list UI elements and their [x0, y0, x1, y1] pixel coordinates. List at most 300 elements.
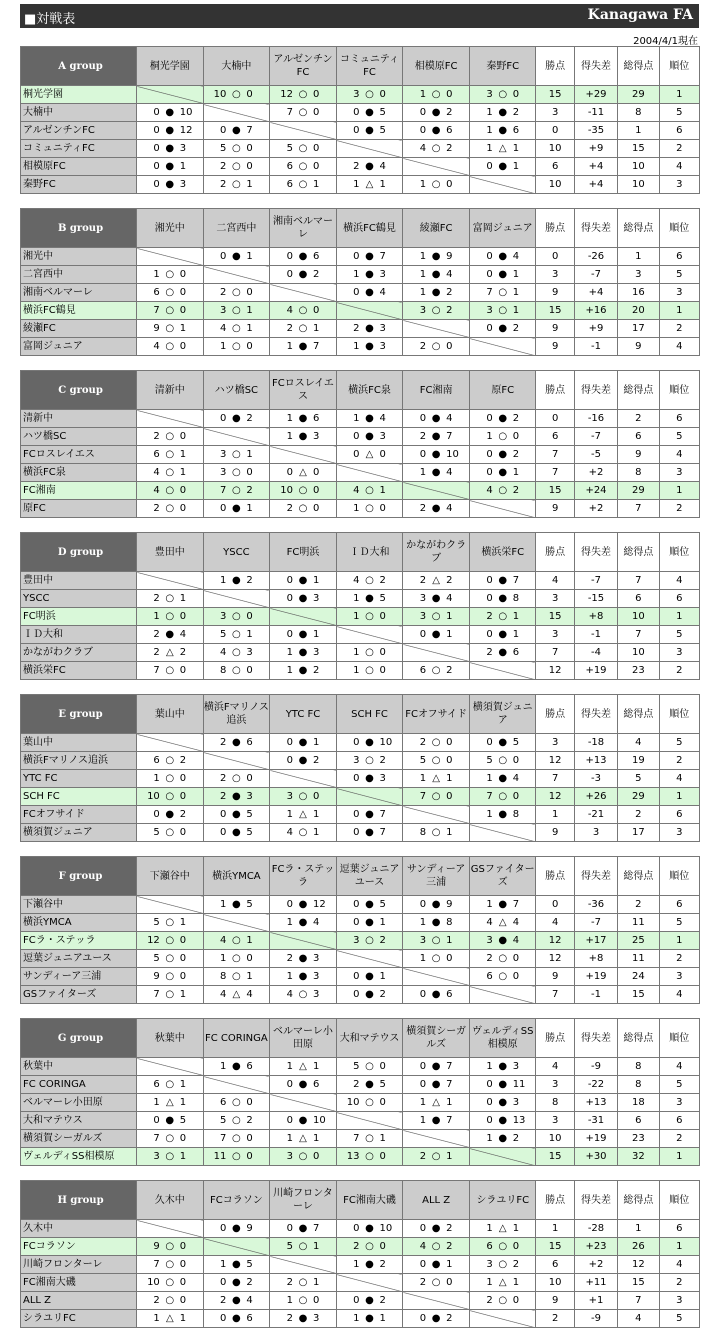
match-result — [270, 1112, 337, 1130]
score-value: 0 — [179, 773, 187, 784]
stat-header: 順位 — [659, 695, 699, 734]
score-value: 2 — [246, 485, 253, 496]
result-mark: ● — [365, 971, 374, 982]
match-result — [403, 950, 470, 968]
match-result — [203, 1148, 270, 1166]
stat-value: 6 — [659, 248, 699, 266]
match-result — [403, 1076, 470, 1094]
score-value: 11 — [213, 1151, 227, 1162]
result-mark: ○ — [431, 665, 441, 676]
result-mark: ○ — [165, 269, 175, 280]
score-value: 3 — [512, 1061, 520, 1072]
score-value: 0 — [419, 899, 427, 910]
match-result — [270, 500, 337, 518]
stat-value: 15 — [536, 86, 574, 104]
self-cell-diagonal — [336, 140, 403, 158]
self-cell-diagonal — [137, 410, 204, 428]
stat-value: -1 — [574, 626, 617, 644]
result-mark: ● — [431, 431, 441, 442]
row-team-name: FC明浜 — [21, 608, 137, 626]
stat-value: 8 — [618, 464, 659, 482]
score-value: 2 — [286, 1313, 293, 1324]
row-team-name: ベルマーレ小田原 — [21, 1094, 137, 1112]
team-row — [21, 1112, 700, 1130]
match-result — [270, 1238, 337, 1256]
self-cell-diagonal — [203, 1076, 270, 1094]
team-row — [21, 86, 700, 104]
score-value: 4 — [312, 917, 320, 928]
stat-value: 3 — [536, 590, 574, 608]
stat-value: 6 — [536, 158, 574, 176]
score-value: 1 — [512, 305, 520, 316]
result-mark: ● — [165, 143, 175, 154]
score-value: 5 — [246, 899, 253, 910]
match-result — [469, 1238, 536, 1256]
self-cell-diagonal — [203, 1238, 270, 1256]
column-team-header: ハツ橋SC — [203, 371, 270, 410]
score-value: 0 — [246, 89, 253, 100]
result-mark: ○ — [165, 755, 175, 766]
score-value: 0 — [419, 107, 427, 118]
match-result — [403, 626, 470, 644]
score-value: 1 — [446, 773, 453, 784]
result-mark: ○ — [165, 341, 175, 352]
result-mark: ○ — [232, 1133, 241, 1144]
score-value: 0 — [286, 755, 293, 766]
score-value: 0 — [179, 485, 187, 496]
score-value: 0 — [220, 125, 227, 136]
stat-value: 5 — [659, 914, 699, 932]
score-value: 1 — [486, 143, 493, 154]
score-value: 3 — [220, 305, 227, 316]
score-value: 2 — [220, 737, 227, 748]
match-result — [469, 1112, 536, 1130]
stat-value: 12 — [618, 1256, 659, 1274]
row-team-name: YSCC — [21, 590, 137, 608]
score-value: 0 — [379, 611, 386, 622]
self-cell-diagonal — [270, 608, 337, 626]
score-value: 1 — [312, 1241, 320, 1252]
score-value: 1 — [353, 179, 360, 190]
match-result — [137, 104, 204, 122]
stat-value: 10 — [618, 644, 659, 662]
result-mark: ○ — [232, 485, 241, 496]
match-result — [403, 1256, 470, 1274]
match-result — [336, 1094, 403, 1112]
result-mark: ● — [431, 1115, 441, 1126]
row-team-name: 湘南ベルマーレ — [21, 284, 137, 302]
result-mark: ● — [232, 1223, 241, 1234]
result-mark: ● — [498, 161, 508, 172]
stat-value: 15 — [536, 482, 574, 500]
row-team-name: 川崎フロンターレ — [21, 1256, 137, 1274]
match-result — [270, 824, 337, 842]
score-value: 2 — [220, 773, 227, 784]
stat-value: -16 — [574, 410, 617, 428]
self-cell-diagonal — [336, 788, 403, 806]
score-value: 1 — [512, 161, 520, 172]
score-value: 1 — [246, 323, 253, 334]
stat-value: 2 — [618, 806, 659, 824]
match-result — [270, 140, 337, 158]
score-value: 2 — [446, 143, 453, 154]
match-result — [137, 482, 204, 500]
row-team-name: 横浜FC鶴見 — [21, 302, 137, 320]
match-result — [469, 914, 536, 932]
match-result — [270, 302, 337, 320]
result-mark: △ — [498, 917, 507, 928]
score-value: 7 — [512, 575, 520, 586]
result-mark: ● — [165, 125, 175, 136]
stat-header: 勝点 — [536, 47, 574, 86]
score-value: 4 — [512, 917, 520, 928]
stat-value: 15 — [536, 1238, 574, 1256]
team-row — [21, 950, 700, 968]
result-mark: ● — [165, 161, 175, 172]
row-team-name: FCコラソン — [21, 1238, 137, 1256]
score-value: 13 — [512, 1115, 526, 1126]
column-team-header: GSファイターズ — [469, 857, 536, 896]
match-result — [137, 1094, 204, 1112]
score-value: 6 — [446, 989, 453, 1000]
stat-header: 得失差 — [574, 533, 617, 572]
group-name: E group — [21, 695, 137, 734]
column-team-header: 川崎フロンターレ — [270, 1181, 337, 1220]
match-result — [403, 248, 470, 266]
team-row — [21, 1220, 700, 1238]
stat-value: 6 — [659, 590, 699, 608]
column-team-header: 清新中 — [137, 371, 204, 410]
score-value: 3 — [353, 935, 360, 946]
score-value: 10 — [147, 791, 160, 802]
stat-value: 9 — [536, 968, 574, 986]
match-result — [270, 644, 337, 662]
column-team-header: ＩＤ大和 — [336, 533, 403, 572]
match-result — [336, 122, 403, 140]
result-mark: ● — [298, 629, 308, 640]
score-value: 0 — [220, 1313, 227, 1324]
stat-value: 3 — [536, 1076, 574, 1094]
result-mark: ○ — [298, 791, 308, 802]
self-cell-diagonal — [137, 1058, 204, 1076]
score-value: 1 — [446, 1259, 453, 1270]
result-mark: ● — [431, 1313, 441, 1324]
stat-value: -4 — [574, 644, 617, 662]
result-mark: ● — [498, 323, 508, 334]
match-result — [336, 428, 403, 446]
stat-value: +26 — [574, 788, 617, 806]
match-result — [137, 302, 204, 320]
score-value: 0 — [379, 1097, 386, 1108]
match-result — [469, 806, 536, 824]
match-result — [336, 500, 403, 518]
score-value: 2 — [486, 1295, 493, 1306]
self-cell-diagonal — [203, 266, 270, 284]
result-mark: ○ — [298, 1295, 308, 1306]
result-mark: ○ — [165, 503, 175, 514]
score-value: 1 — [353, 1259, 360, 1270]
self-cell-diagonal — [403, 968, 470, 986]
match-result — [137, 1274, 204, 1292]
self-cell-diagonal — [203, 428, 270, 446]
result-mark: ● — [298, 1313, 308, 1324]
stat-value: 4 — [659, 770, 699, 788]
score-value: 3 — [379, 773, 386, 784]
score-value: 4 — [220, 323, 227, 334]
stat-value: 3 — [536, 734, 574, 752]
result-mark: ○ — [431, 179, 441, 190]
match-result — [336, 86, 403, 104]
score-value: 0 — [286, 575, 293, 586]
score-value: 0 — [353, 431, 360, 442]
score-value: 2 — [512, 1259, 520, 1270]
result-mark: ● — [431, 1259, 441, 1270]
score-value: 1 — [153, 773, 160, 784]
self-cell-diagonal — [203, 914, 270, 932]
result-mark: ○ — [431, 1277, 441, 1288]
result-mark: ○ — [232, 1097, 241, 1108]
result-mark: ● — [232, 1277, 241, 1288]
match-result — [336, 266, 403, 284]
result-mark: △ — [299, 1061, 307, 1072]
score-value: 2 — [419, 1277, 427, 1288]
row-team-name: 湘光中 — [21, 248, 137, 266]
column-team-header: 横浜FC泉 — [336, 371, 403, 410]
match-result — [137, 428, 204, 446]
score-value: 3 — [379, 341, 386, 352]
match-result — [469, 572, 536, 590]
score-value: 0 — [179, 287, 187, 298]
score-value: 0 — [179, 503, 187, 514]
score-value: 0 — [446, 737, 453, 748]
score-value: 5 — [512, 737, 520, 748]
column-team-header: ヴェルディSS相模原 — [469, 1019, 536, 1058]
self-cell-diagonal — [336, 1112, 403, 1130]
match-result — [270, 572, 337, 590]
column-team-header: 豊田中 — [137, 533, 204, 572]
stat-value: -28 — [574, 1220, 617, 1238]
score-value: 2 — [153, 593, 160, 604]
result-mark: ● — [431, 287, 441, 298]
score-value: 0 — [353, 1295, 360, 1306]
score-value: 2 — [419, 431, 427, 442]
stat-value: +13 — [574, 1094, 617, 1112]
row-team-name: 横須賀ジュニア — [21, 824, 137, 842]
stat-value: 32 — [618, 1148, 659, 1166]
score-value: 3 — [379, 269, 386, 280]
stat-value: 3 — [574, 824, 617, 842]
result-mark: ● — [498, 737, 508, 748]
score-value: 1 — [220, 341, 227, 352]
team-row — [21, 410, 700, 428]
result-mark: ○ — [232, 323, 241, 334]
stat-value: -15 — [574, 590, 617, 608]
stat-value: 9 — [536, 824, 574, 842]
group-name: A group — [21, 47, 137, 86]
match-result — [469, 770, 536, 788]
score-value: 5 — [486, 755, 493, 766]
score-value: 1 — [446, 935, 453, 946]
score-value: 1 — [419, 1115, 427, 1126]
result-mark: ○ — [365, 935, 374, 946]
score-value: 3 — [419, 593, 427, 604]
stat-value: 12 — [536, 788, 574, 806]
row-team-name: 秋葉中 — [21, 1058, 137, 1076]
row-team-name: サンディーア三浦 — [21, 968, 137, 986]
match-result — [137, 1076, 204, 1094]
score-value: 5 — [179, 1115, 187, 1126]
column-team-header: コミュニティFC — [336, 47, 403, 86]
stat-header: 得失差 — [574, 371, 617, 410]
group-name: D group — [21, 533, 137, 572]
row-team-name: 豊田中 — [21, 572, 137, 590]
result-mark: ● — [431, 593, 441, 604]
score-value: 0 — [153, 179, 160, 190]
match-result — [403, 266, 470, 284]
score-value: 0 — [153, 107, 160, 118]
result-mark: ○ — [165, 1259, 175, 1270]
match-result — [469, 482, 536, 500]
stat-value: 24 — [618, 968, 659, 986]
stat-value: 7 — [536, 464, 574, 482]
match-result — [203, 788, 270, 806]
column-team-header: 横浜YMCA — [203, 857, 270, 896]
match-result — [270, 914, 337, 932]
score-value: 2 — [512, 323, 520, 334]
team-row — [21, 896, 700, 914]
score-value: 1 — [179, 1079, 187, 1090]
match-result — [270, 1076, 337, 1094]
column-team-header: 相模原FC — [403, 47, 470, 86]
score-value: 6 — [312, 1079, 320, 1090]
score-value: 5 — [379, 125, 386, 136]
score-value: 6 — [153, 755, 160, 766]
score-value: 5 — [246, 1259, 253, 1270]
score-value: 0 — [153, 809, 160, 820]
result-mark: ● — [431, 917, 441, 928]
team-row — [21, 770, 700, 788]
result-mark: ○ — [498, 305, 508, 316]
result-mark: ● — [365, 809, 374, 820]
score-value: 5 — [379, 1079, 386, 1090]
score-value: 2 — [220, 791, 227, 802]
column-team-header: 綾瀬FC — [403, 209, 470, 248]
match-result — [270, 626, 337, 644]
result-mark: ○ — [365, 647, 374, 658]
stat-value: +19 — [574, 1130, 617, 1148]
score-value: 1 — [312, 1133, 320, 1144]
result-mark: ○ — [232, 179, 241, 190]
column-team-header: 横浜Fマリノス追浜 — [203, 695, 270, 734]
match-result — [203, 1130, 270, 1148]
stat-value: 1 — [659, 302, 699, 320]
score-value: 0 — [379, 1061, 386, 1072]
score-value: 0 — [486, 593, 493, 604]
score-value: 2 — [353, 323, 360, 334]
score-value: 1 — [353, 269, 360, 280]
match-result — [336, 932, 403, 950]
self-cell-diagonal — [336, 302, 403, 320]
score-value: 0 — [246, 665, 253, 676]
stat-value: +4 — [574, 284, 617, 302]
result-mark: ○ — [298, 89, 308, 100]
match-result — [403, 86, 470, 104]
match-result — [336, 1058, 403, 1076]
match-result — [336, 320, 403, 338]
column-team-header: 湘光中 — [137, 209, 204, 248]
score-value: 4 — [512, 935, 520, 946]
result-mark: ● — [365, 269, 374, 280]
score-value: 1 — [286, 647, 293, 658]
score-value: 6 — [446, 125, 453, 136]
result-mark: ● — [165, 179, 175, 190]
column-team-header: SCH FC — [336, 695, 403, 734]
team-row — [21, 1058, 700, 1076]
score-value: 9 — [446, 251, 453, 262]
result-mark: ● — [365, 917, 374, 928]
result-mark: ○ — [365, 575, 374, 586]
result-mark: ● — [431, 1061, 441, 1072]
match-result — [137, 446, 204, 464]
match-result — [270, 752, 337, 770]
score-value: 4 — [153, 341, 160, 352]
result-mark: ○ — [232, 161, 241, 172]
score-value: 1 — [446, 629, 453, 640]
score-value: 2 — [312, 755, 320, 766]
score-value: 0 — [246, 287, 253, 298]
stat-value: -5 — [574, 446, 617, 464]
stat-value: 1 — [618, 1220, 659, 1238]
score-value: 1 — [379, 485, 386, 496]
result-mark: ● — [365, 1223, 374, 1234]
match-result — [137, 626, 204, 644]
score-value: 1 — [379, 971, 386, 982]
self-cell-diagonal — [137, 248, 204, 266]
match-result — [203, 122, 270, 140]
score-value: 0 — [312, 467, 320, 478]
self-cell-diagonal — [270, 932, 337, 950]
stat-value: 12 — [536, 950, 574, 968]
score-value: 4 — [446, 503, 453, 514]
stat-value: 0 — [536, 896, 574, 914]
score-value: 2 — [286, 323, 293, 334]
result-mark: ○ — [298, 323, 308, 334]
result-mark: △ — [498, 1223, 507, 1234]
match-result — [403, 662, 470, 680]
column-team-header: FCコラソン — [203, 1181, 270, 1220]
score-value: 0 — [379, 89, 386, 100]
match-result — [137, 824, 204, 842]
score-value: 3 — [419, 305, 427, 316]
match-result — [203, 86, 270, 104]
match-result — [203, 1112, 270, 1130]
team-row — [21, 1148, 700, 1166]
result-mark: ○ — [165, 953, 175, 964]
result-mark: ○ — [431, 143, 441, 154]
stat-value: 16 — [618, 284, 659, 302]
score-value: 2 — [179, 755, 187, 766]
score-value: 2 — [246, 1277, 253, 1288]
column-team-header: シラユリFC — [469, 1181, 536, 1220]
result-mark: ○ — [165, 773, 175, 784]
team-row — [21, 1094, 700, 1112]
row-team-name: 富岡ジュニア — [21, 338, 137, 356]
result-mark: ○ — [498, 1295, 508, 1306]
match-result — [270, 806, 337, 824]
self-cell-diagonal — [403, 644, 470, 662]
result-mark: ○ — [232, 467, 241, 478]
result-mark: ● — [298, 341, 308, 352]
